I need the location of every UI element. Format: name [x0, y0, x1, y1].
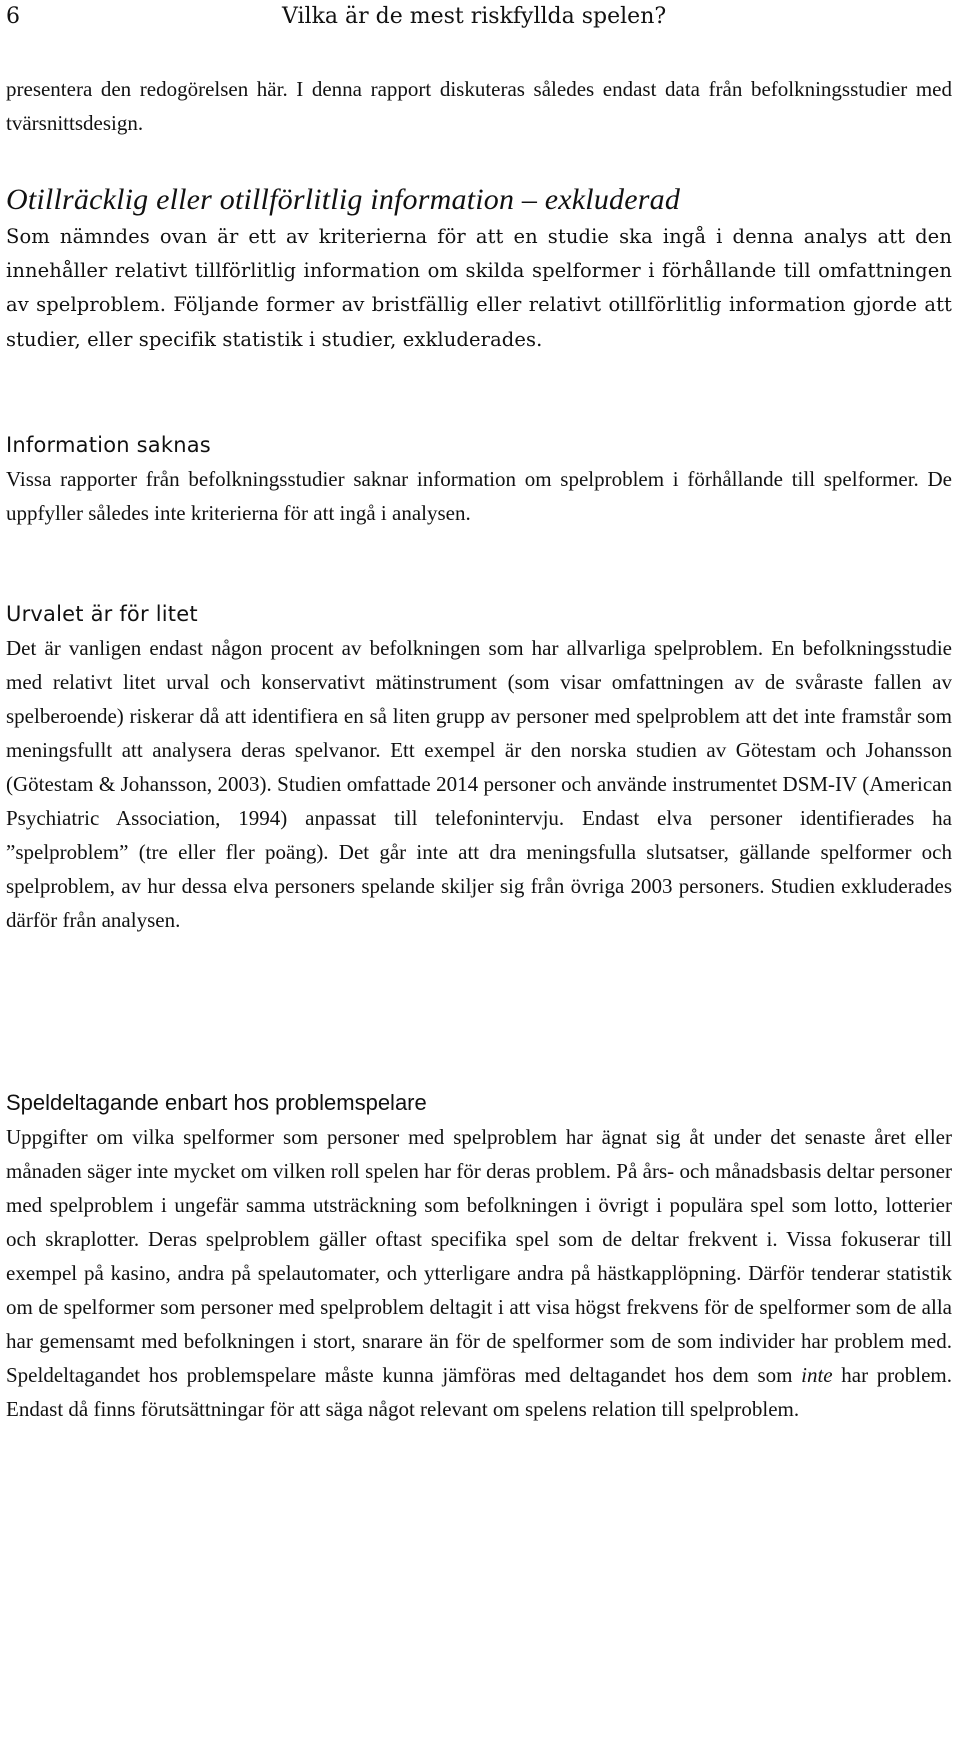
subsection-paragraph: Vissa rapporter från befolkningsstudier saknar information om spelproblem i förhållande till spelformer. De uppfyller således inte kriterierna för att ingå i analysen. — [6, 467, 952, 525]
subsection-paragraph: Det är vanligen endast någon procent av befolkningen som har allvarliga spelproblem. En befolkningsstudie med relativt litet urval och konservativt mätinstrument (som visar omfattningen av de svåraste fallen av spelberoende) riskerar då att identifiera en så liten grupp av personer med spelproblem att det inte framstår som meningsfullt att analysera deras spelvanor. Ett exempel är den norska studien av Götestam och Johansson (Götestam & Johansson, 2003). Studien omfattade 2014 personer och använde instrumentet DSM-IV (American Psychiatric Association, 1994) anpassat till telefonintervju. Endast elva personer identifierades ha ”spelproblem” (tre eller fler poäng). Det går inte att dra meningsfulla slutsatser, gällande spelformer och spelproblem, av hur dessa elva personers spelande skiljer sig från övriga 2003 personers. Studien exkluderades därför från analysen. — [6, 636, 952, 932]
page-number: 6 — [6, 4, 20, 29]
section-heading: Otillräcklig eller otillförlitlig information – exkluderad — [6, 183, 681, 216]
subsection-heading: Speldeltagande enbart hos problemspelare — [6, 1090, 427, 1115]
intro-block — [6, 72, 952, 140]
paragraph-text-before: Uppgifter om vilka spelformer som personer med spelproblem har ägnat sig åt under det senaste året eller månaden säger inte mycket om vilken roll spelen har för deras problem. På års- och månadsbasis deltar personer med spelproblem i ungefär samma utsträckning som befolkningen i övrigt i populära spel som lotto, lotterier och skraplotter. Deras spelproblem gäller oftast specifika spel som de deltar frekvent i. Vissa fokuserar till exempel på kasino, andra på spelautomater, och ytterligare andra på hästkapplöpning. Därför tenderar statistik om de spelformer som personer med spelproblem deltagit i att visa högst frekvens för de spelformer som de alla har gemensamt med befolkningen i stort, snarare än för de spelformer som de som individer har problem med. Speldeltagandet hos problemspelare måste kunna jämföras med deltagandet hos dem som — [6, 1125, 952, 1387]
section-information-missing — [6, 428, 952, 530]
running-title: Vilka är de mest riskfyllda spelen? — [282, 4, 667, 29]
section-insufficient-information — [6, 180, 952, 357]
emphasized-word: inte — [801, 1363, 833, 1387]
section-paragraph: Som nämndes ovan är ett av kriterierna för att en studie ska ingå i denna analys att den innehåller relativt tillförlitlig information om skilda spelformer i förhållande till omfattningen av spelproblem. Följande former av bristfällig eller relativt otillförlitlig information gjorde att studier, eller specifik statistik i studier, exkluderades. — [6, 225, 952, 351]
intro-paragraph: presentera den redogörelsen här. I denna rapport diskuteras således endast data från befolkningsstudier med tvärsnittsdesign. — [6, 77, 952, 135]
paragraph-text-after: har problem. Endast då finns förutsättningar för att säga något relevant om spelens relation till spelproblem. — [6, 1363, 953, 1421]
section-problem-gambler-participation — [6, 1086, 952, 1426]
subsection-heading: Information saknas — [6, 433, 211, 457]
section-sample-too-small — [6, 597, 952, 937]
subsection-heading: Urvalet är för litet — [6, 602, 198, 626]
subsection-paragraph — [6, 1120, 952, 1426]
